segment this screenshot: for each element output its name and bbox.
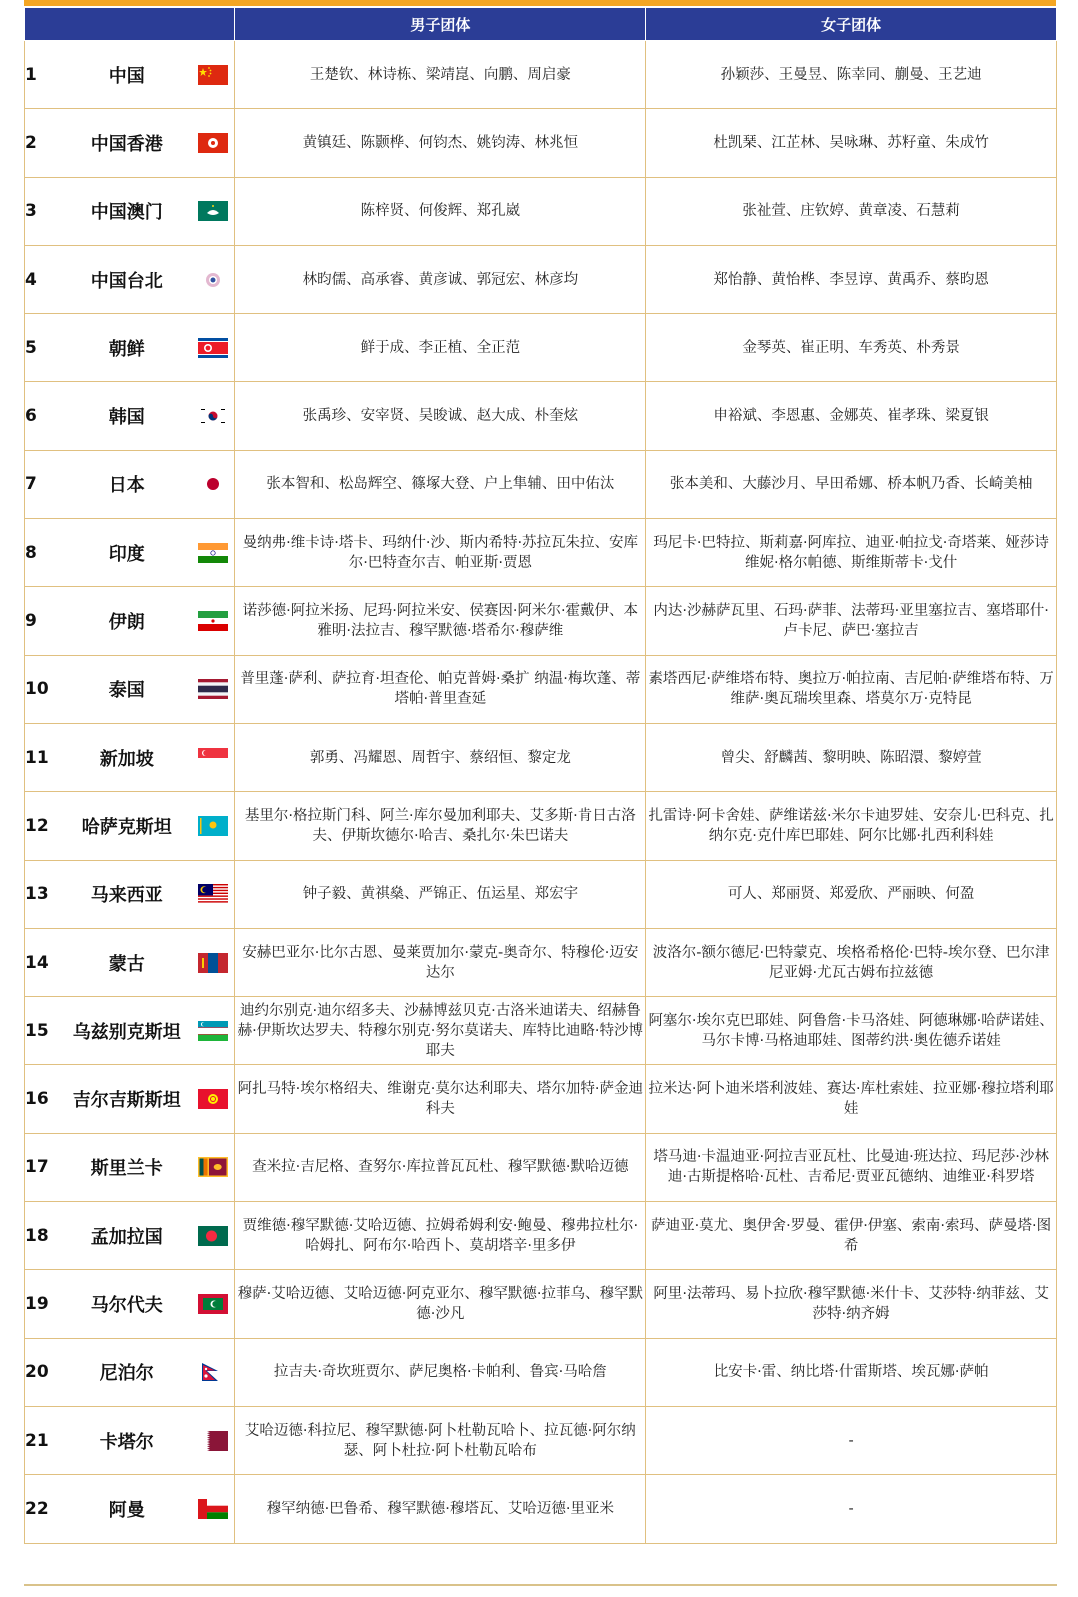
men-team-players: 钟子毅、黄祺燊、严锦正、伍运星、郑宏宇	[235, 860, 646, 928]
rank-number: 7	[25, 450, 56, 518]
women-team-players: 素塔西尼·萨维塔布特、奥拉万·帕拉南、吉尼帕·萨维塔布特、万维萨·奥瓦瑞埃里森、塔莫尔万·克特昆	[646, 655, 1057, 723]
country-name: 泰国	[108, 680, 145, 702]
women-team-players: 孙颖莎、王曼昱、陈幸同、蒯曼、王艺迪	[646, 41, 1057, 109]
women-team-players: 拉米达·阿卜迪米塔利波娃、赛达·库杜索娃、拉亚娜·穆拉塔利耶娃	[646, 1065, 1057, 1133]
rank-number: 4	[25, 245, 56, 313]
iran-flag-icon	[198, 611, 228, 631]
country-cell	[55, 792, 235, 860]
header-blank-cell	[25, 8, 235, 41]
macau-flag-icon	[198, 201, 228, 221]
maldives-flag-icon	[198, 1294, 228, 1314]
men-team-players: 诺莎德·阿拉米扬、尼玛·阿拉米安、侯赛因·阿米尔·霍戴伊、本雅明·法拉吉、穆罕默德·塔希尔·穆萨维	[235, 587, 646, 655]
india-flag-icon	[198, 543, 228, 563]
men-team-players: 普里蓬·萨利、萨拉育·坦查伦、帕克普姆·桑扩 纳温·梅坎蓬、蒂塔帕·普里查延	[235, 655, 646, 723]
rank-number: 19	[25, 1270, 56, 1338]
table-row	[25, 1338, 1057, 1406]
rank-number: 10	[25, 655, 56, 723]
men-team-players: 穆萨·艾哈迈德、艾哈迈德·阿克亚尔、穆罕默德·拉菲乌、穆罕默德·沙凡	[235, 1270, 646, 1338]
men-team-players: 陈梓贤、何俊辉、郑孔崴	[235, 177, 646, 245]
north-korea-flag-icon	[198, 338, 228, 358]
men-team-players: 贾维德·穆罕默德·艾哈迈德、拉姆希姆利安·鲍曼、穆弗拉杜尔·哈姆扎、阿布尔·哈西卜、莫胡塔辛·里多伊	[235, 1202, 646, 1270]
singapore-flag-icon	[198, 748, 228, 768]
men-team-players: 郭勇、冯耀恩、周哲宇、蔡绍恒、黎定龙	[235, 723, 646, 791]
country-name: 日本	[108, 475, 145, 497]
men-team-players: 鲜于成、李正植、全正范	[235, 314, 646, 382]
kazakhstan-flag-icon	[198, 816, 228, 836]
table-row	[25, 997, 1057, 1065]
country-name: 斯里兰卡	[90, 1158, 163, 1180]
table-row	[25, 109, 1057, 177]
women-team-players: 阿里·法蒂玛、易卜拉欣·穆罕默德·米什卡、艾莎特·纳菲兹、艾莎特·纳齐姆	[646, 1270, 1057, 1338]
table-row	[25, 723, 1057, 791]
rank-number: 3	[25, 177, 56, 245]
header-women-team: 女子团体	[646, 8, 1057, 41]
table-row	[25, 1202, 1057, 1270]
table-row	[25, 450, 1057, 518]
women-team-players: 郑怡静、黄怡桦、李昱谆、黄禹乔、蔡昀恩	[646, 245, 1057, 313]
country-cell	[55, 177, 235, 245]
nepal-flag-icon	[198, 1362, 228, 1382]
rank-number: 21	[25, 1406, 56, 1474]
men-team-players: 查米拉·吉尼格、查努尔·库拉普瓦瓦杜、穆罕默德·默哈迈德	[235, 1133, 646, 1201]
country-cell	[55, 655, 235, 723]
rank-number: 9	[25, 587, 56, 655]
country-cell	[55, 41, 235, 109]
table-row	[25, 177, 1057, 245]
women-team-players: 塔马迪·卡温迪亚·阿拉吉亚瓦杜、比曼迪·班达拉、玛尼莎·沙林迪·古斯提格哈·瓦杜、吉希尼·贾亚瓦德纳、迪维亚·科罗塔	[646, 1133, 1057, 1201]
chinese-taipei-flag-icon	[198, 270, 228, 290]
country-cell	[55, 1202, 235, 1270]
rank-number: 16	[25, 1065, 56, 1133]
rank-number: 20	[25, 1338, 56, 1406]
table-row	[25, 519, 1057, 587]
men-team-players: 拉吉夫·奇坎班贾尔、萨尼奥格·卡帕利、鲁宾·马哈詹	[235, 1338, 646, 1406]
men-team-players: 王楚钦、林诗栋、梁靖崑、向鹏、周启豪	[235, 41, 646, 109]
country-cell	[55, 109, 235, 177]
uzbekistan-flag-icon	[198, 1021, 228, 1041]
women-team-players: 内达·沙赫萨瓦里、石玛·萨菲、法蒂玛·亚里塞拉吉、塞塔耶什·卢卡尼、萨巴·塞拉吉	[646, 587, 1057, 655]
south-korea-flag-icon	[198, 406, 228, 426]
women-team-players: -	[646, 1475, 1057, 1543]
country-cell	[55, 860, 235, 928]
men-team-players: 安赫巴亚尔·比尔古恩、曼莱贾加尔·蒙克-奥奇尔、特穆伦·迈安达尔	[235, 928, 646, 996]
country-name: 中国香港	[90, 133, 163, 155]
country-name: 蒙古	[108, 953, 145, 975]
rank-number: 5	[25, 314, 56, 382]
women-team-players: 阿塞尔·埃尔克巴耶娃、阿鲁詹·卡马洛娃、阿德琳娜·哈萨诺娃、马尔卡博·马格迪耶娃、图蒂约洪·奥佐德乔诺娃	[646, 997, 1057, 1065]
country-cell	[55, 245, 235, 313]
rank-number: 13	[25, 860, 56, 928]
table-row	[25, 1406, 1057, 1474]
men-team-players: 基里尔·格拉斯门科、阿兰·库尔曼加利耶夫、艾多斯·肯日古洛夫、伊斯坎德尔·哈吉、桑扎尔·朱巴诺夫	[235, 792, 646, 860]
country-cell	[55, 997, 235, 1065]
women-team-players: 金琴英、崔正明、车秀英、朴秀景	[646, 314, 1057, 382]
country-cell	[55, 1133, 235, 1201]
bangladesh-flag-icon	[198, 1226, 228, 1246]
women-team-players: 扎雷诗·阿卡舍娃、萨维诺兹·米尔卡迪罗娃、安奈儿·巴科克、扎纳尔克·克什库巴耶娃、阿尔比娜·扎西利科娃	[646, 792, 1057, 860]
country-cell	[55, 519, 235, 587]
men-team-players: 黄镇廷、陈颢桦、何钧杰、姚钧涛、林兆恒	[235, 109, 646, 177]
table-row	[25, 792, 1057, 860]
country-cell	[55, 1065, 235, 1133]
men-team-players: 艾哈迈德·科拉尼、穆罕默德·阿卜杜勒瓦哈卜、拉瓦德·阿尔纳瑟、阿卜杜拉·阿卜杜勒瓦哈布	[235, 1406, 646, 1474]
country-cell	[55, 1270, 235, 1338]
country-cell	[55, 314, 235, 382]
men-team-players: 穆罕纳德·巴鲁希、穆罕默德·穆塔瓦、艾哈迈德·里亚米	[235, 1475, 646, 1543]
table-row	[25, 1133, 1057, 1201]
country-name: 印度	[108, 543, 145, 565]
women-team-players: 比安卡·雷、纳比塔·什雷斯塔、埃瓦娜·萨帕	[646, 1338, 1057, 1406]
women-team-players: 曾尖、舒麟茜、黎明映、陈昭澴、黎婷萱	[646, 723, 1057, 791]
country-name: 韩国	[108, 407, 145, 429]
japan-flag-icon	[198, 474, 228, 494]
bottom-border	[24, 1584, 1057, 1586]
country-name: 伊朗	[108, 612, 145, 634]
table-row	[25, 587, 1057, 655]
rank-number: 22	[25, 1475, 56, 1543]
men-team-players: 迪约尔别克·迪尔绍多夫、沙赫博兹贝克·古洛米迪诺夫、绍赫鲁赫·伊斯坎达罗夫、特穆尔别克·努尔莫诺夫、库特比迪略·特沙博耶夫	[235, 997, 646, 1065]
rank-number: 8	[25, 519, 56, 587]
country-name: 哈萨克斯坦	[81, 816, 172, 838]
hong-kong-flag-icon	[198, 133, 228, 153]
country-name: 马来西亚	[90, 885, 163, 907]
women-team-players: 波洛尔-额尔德尼·巴特蒙克、埃格希格伦·巴特-埃尔登、巴尔津尼亚姆·尤瓦古姆布拉兹德	[646, 928, 1057, 996]
header-men-team: 男子团体	[235, 8, 646, 41]
table-row	[25, 928, 1057, 996]
country-name: 中国台北	[90, 270, 163, 292]
top-accent-bar	[24, 0, 1056, 6]
women-team-players: 张本美和、大藤沙月、早田希娜、桥本帆乃香、长崎美柚	[646, 450, 1057, 518]
oman-flag-icon	[198, 1499, 228, 1519]
table-row	[25, 1475, 1057, 1543]
table-row	[25, 382, 1057, 450]
team-roster-table	[24, 7, 1057, 1544]
rank-number: 12	[25, 792, 56, 860]
thailand-flag-icon	[198, 679, 228, 699]
women-team-players: 杜凯琹、江芷林、吴咏琳、苏籽童、朱成竹	[646, 109, 1057, 177]
country-cell	[55, 928, 235, 996]
women-team-players: 可人、郑丽贤、郑爱欣、严丽映、何盈	[646, 860, 1057, 928]
country-name: 中国	[108, 65, 145, 87]
country-name: 乌兹别克斯坦	[72, 1021, 181, 1043]
women-team-players: 张祉萱、庄钦婷、黄章凌、石慧莉	[646, 177, 1057, 245]
table-row	[25, 1065, 1057, 1133]
table-row	[25, 1270, 1057, 1338]
country-name: 尼泊尔	[99, 1363, 154, 1385]
country-cell	[55, 1475, 235, 1543]
women-team-players: -	[646, 1406, 1057, 1474]
rank-number: 17	[25, 1133, 56, 1201]
men-team-players: 张本智和、松岛辉空、篠塚大登、户上隼辅、田中佑汰	[235, 450, 646, 518]
table-row	[25, 860, 1057, 928]
header-row	[25, 8, 1057, 41]
country-name: 新加坡	[99, 748, 154, 770]
rank-number: 11	[25, 723, 56, 791]
country-cell	[55, 587, 235, 655]
country-cell	[55, 1406, 235, 1474]
country-cell	[55, 1338, 235, 1406]
rank-number: 15	[25, 997, 56, 1065]
men-team-players: 张禹珍、安宰贤、吴晙诚、赵大成、朴奎炫	[235, 382, 646, 450]
sri-lanka-flag-icon	[198, 1157, 228, 1177]
country-name: 马尔代夫	[90, 1294, 163, 1316]
rank-number: 1	[25, 41, 56, 109]
kyrgyzstan-flag-icon	[198, 1089, 228, 1109]
mongolia-flag-icon	[198, 953, 228, 973]
rank-number: 18	[25, 1202, 56, 1270]
men-team-players: 曼纳弗·维卡诗·塔卡、玛纳什·沙、斯内希特·苏拉瓦朱拉、安库尔·巴特查尔吉、帕亚斯·贾恩	[235, 519, 646, 587]
women-team-players: 玛尼卡·巴特拉、斯莉嘉·阿库拉、迪亚·帕拉戈·奇塔莱、娅莎诗维妮·格尔帕德、斯维斯蒂卡·戈什	[646, 519, 1057, 587]
country-cell	[55, 450, 235, 518]
rank-number: 2	[25, 109, 56, 177]
rank-number: 6	[25, 382, 56, 450]
table-row	[25, 245, 1057, 313]
china-flag-icon	[198, 65, 228, 85]
country-name: 吉尔吉斯斯坦	[72, 1090, 181, 1112]
rank-number: 14	[25, 928, 56, 996]
table-row	[25, 314, 1057, 382]
country-cell	[55, 382, 235, 450]
women-team-players: 萨迪亚·莫尤、奥伊舍·罗曼、霍伊·伊塞、索南·索玛、萨曼塔·图希	[646, 1202, 1057, 1270]
malaysia-flag-icon	[198, 884, 228, 904]
country-name: 卡塔尔	[99, 1431, 154, 1453]
country-name: 朝鲜	[108, 338, 145, 360]
table-row	[25, 655, 1057, 723]
women-team-players: 申裕斌、李恩惠、金娜英、崔孝珠、梁夏银	[646, 382, 1057, 450]
qatar-flag-icon	[198, 1431, 228, 1451]
country-name: 阿曼	[108, 1499, 145, 1521]
men-team-players: 阿扎马特·埃尔格绍夫、维谢克·莫尔达利耶夫、塔尔加特·萨金迪科夫	[235, 1065, 646, 1133]
men-team-players: 林昀儒、高承睿、黄彦诚、郭冠宏、林彦均	[235, 245, 646, 313]
table-row	[25, 41, 1057, 109]
country-name: 中国澳门	[90, 202, 163, 224]
country-cell	[55, 723, 235, 791]
country-name: 孟加拉国	[90, 1226, 163, 1248]
